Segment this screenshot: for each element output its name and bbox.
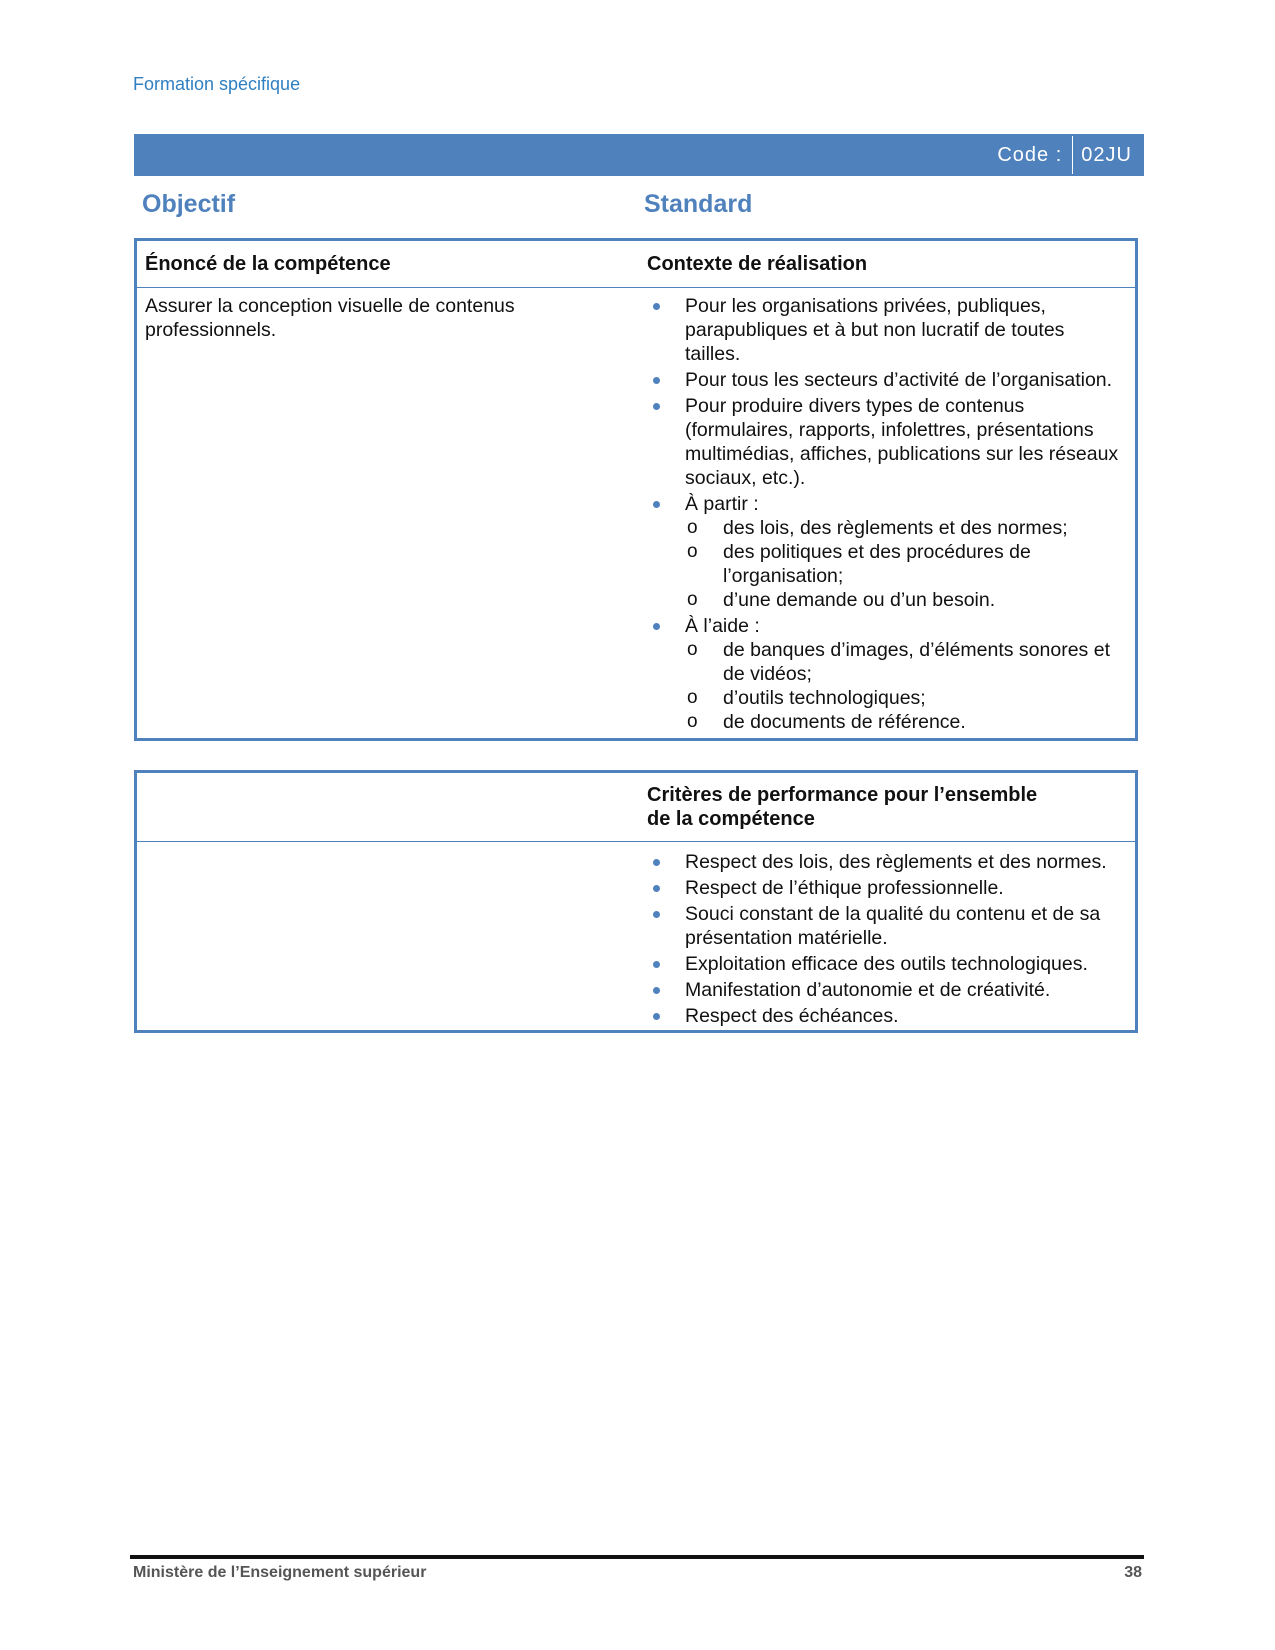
contexte-subitem-text: d’outils technologiques;	[723, 687, 926, 709]
criteria-list	[647, 850, 1125, 1028]
enonce-heading: Énoncé de la compétence	[145, 253, 391, 275]
code-bar	[134, 134, 1144, 176]
contexte-item	[647, 492, 1125, 612]
bullet-icon	[653, 303, 660, 310]
bullet-icon	[653, 501, 660, 508]
criteria-item-text: Respect de l’éthique professionnelle.	[685, 877, 1004, 899]
criteria-item	[647, 952, 1125, 976]
footer-rule	[130, 1555, 1144, 1559]
contexte-item-text: Pour produire divers types de contenus (formulaires, rapports, infolettres, présentations multimédias, affiches, publications sur les réseaux sociaux, etc.).	[685, 395, 1119, 489]
criteria-heading-line2: de la compétence	[647, 808, 815, 830]
contexte-subitem-text: de banques d’images, d’éléments sonores et de vidéos;	[723, 639, 1110, 685]
criteria-list-wrap	[637, 850, 1135, 1030]
objectif-title: Objectif	[142, 190, 236, 218]
circle-bullet-icon: o	[687, 639, 698, 660]
code-value: 02JU	[1081, 143, 1132, 166]
contexte-subitem-text: des lois, des règlements et des normes;	[723, 517, 1068, 539]
criteria-heading	[637, 783, 1135, 831]
contexte-item-text: À l’aide :	[685, 615, 760, 637]
contexte-item-text: À partir :	[685, 493, 759, 515]
contexte-subitem	[685, 540, 1125, 588]
bullet-icon	[653, 377, 660, 384]
bullet-icon	[653, 1013, 660, 1020]
criteria-item	[647, 876, 1125, 900]
contexte-item-text: Pour tous les secteurs d’activité de l’organisation.	[685, 369, 1113, 391]
page-number: 38	[1124, 1564, 1142, 1581]
circle-bullet-icon: o	[687, 687, 698, 708]
footer-ministry: Ministère de l’Enseignement supérieur	[133, 1564, 427, 1581]
contexte-item	[647, 368, 1125, 392]
bullet-icon	[653, 623, 660, 630]
criteria-item-text: Manifestation d’autonomie et de créativité.	[685, 979, 1051, 1001]
criteria-panel-body	[137, 842, 1135, 1030]
contexte-sublist	[685, 638, 1125, 734]
criteria-panel	[134, 770, 1138, 1033]
criteria-item-text: Respect des lois, des règlements et des normes.	[685, 851, 1107, 873]
contexte-subitem	[685, 710, 1125, 734]
criteria-item	[647, 902, 1125, 950]
section-header: Formation spécifique	[133, 74, 301, 94]
bullet-icon	[653, 961, 660, 968]
criteria-heading-line1: Critères de performance pour l’ensemble	[647, 784, 1038, 806]
criteria-body-left-empty	[137, 850, 637, 1030]
code-label: Code :	[997, 143, 1063, 166]
bullet-icon	[653, 403, 660, 410]
contexte-subitem-text: des politiques et des procédures de l’organisation;	[723, 541, 1031, 587]
contexte-item-text: Pour les organisations privées, publiques, parapubliques et à but non lucratif de toutes tailles.	[685, 295, 1065, 365]
contexte-sublist	[685, 516, 1125, 612]
contexte-subitem	[685, 516, 1125, 540]
contexte-item	[647, 394, 1125, 490]
criteria-item	[647, 850, 1125, 874]
competence-panel-body	[137, 288, 1135, 738]
criteria-panel-header	[137, 773, 1135, 842]
contexte-subitem	[685, 638, 1125, 686]
bullet-icon	[653, 885, 660, 892]
circle-bullet-icon: o	[687, 517, 698, 538]
circle-bullet-icon: o	[687, 541, 698, 562]
criteria-item	[647, 978, 1125, 1002]
circle-bullet-icon: o	[687, 589, 698, 610]
standard-title: Standard	[644, 190, 753, 218]
contexte-heading: Contexte de réalisation	[647, 253, 868, 275]
contexte-list-wrap	[637, 294, 1135, 736]
criteria-item-text: Souci constant de la qualité du contenu et de sa présentation matérielle.	[685, 903, 1101, 949]
bullet-icon	[653, 987, 660, 994]
contexte-item	[647, 294, 1125, 366]
contexte-subitem	[685, 588, 1125, 612]
contexte-item	[647, 614, 1125, 734]
competence-panel-header	[137, 241, 1135, 288]
bullet-icon	[653, 911, 660, 918]
contexte-subitem	[685, 686, 1125, 710]
criteria-item-text: Respect des échéances.	[685, 1005, 899, 1027]
competence-panel	[134, 238, 1138, 741]
circle-bullet-icon: o	[687, 711, 698, 732]
enonce-text: Assurer la conception visuelle de contenus professionnels.	[145, 295, 515, 341]
bullet-icon	[653, 859, 660, 866]
contexte-subitem-text: d’une demande ou d’un besoin.	[723, 589, 996, 611]
contexte-list	[647, 294, 1125, 734]
contexte-subitem-text: de documents de référence.	[723, 711, 966, 733]
criteria-item	[647, 1004, 1125, 1028]
criteria-item-text: Exploitation efficace des outils technologiques.	[685, 953, 1088, 975]
